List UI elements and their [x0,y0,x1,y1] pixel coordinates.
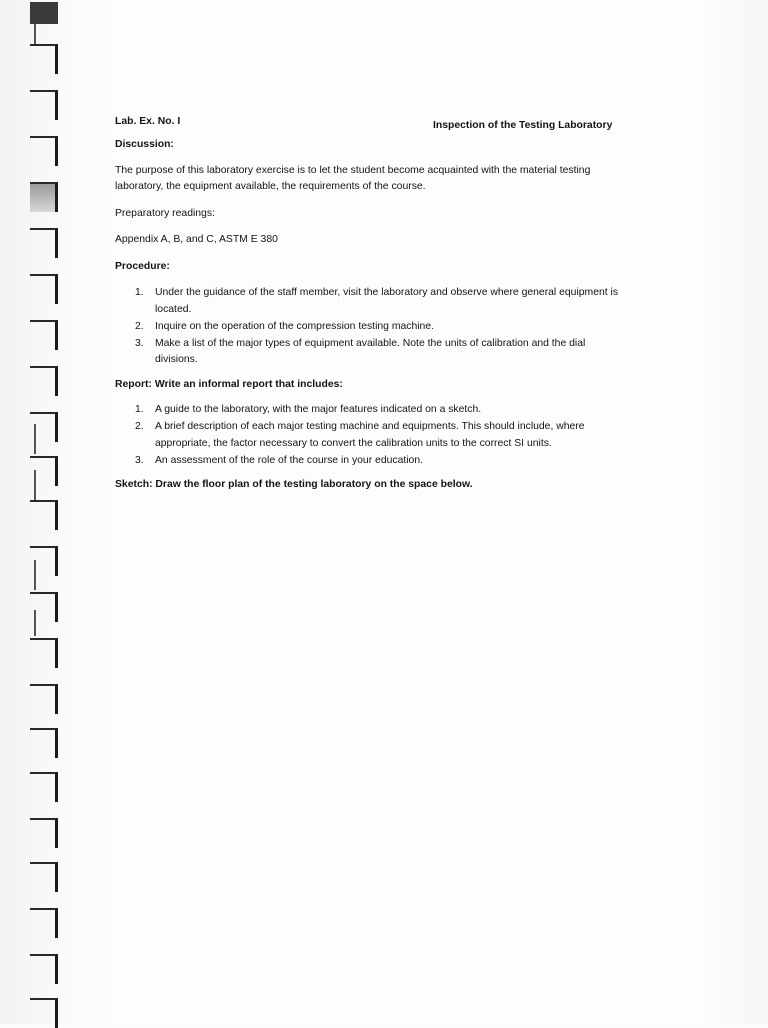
lab-number: Lab. Ex. No. I [115,116,181,127]
binding-ring [30,954,58,984]
list-item [135,453,625,470]
sketch-heading: Sketch: Draw the floor plan of the testing laboratory on the space below. [115,479,473,490]
list-item-number: 1. [135,287,144,298]
discussion-text: The purpose of this laboratory exercise is to let the student become acquainted with the material testing laboratory, the equipment available, the requirements of the course. [115,164,591,192]
lab-exercise-content [115,112,635,494]
binding-ring [30,862,58,892]
list-item-number: 3. [135,454,144,466]
list-item-number: 3. [135,337,144,349]
exercise-title: Inspection of the Testing Laboratory [433,120,613,131]
list-item-text: Under the guidance of the staff member, visit the laboratory and observe where general equipment is located. [155,287,619,315]
binding-ring [30,274,58,304]
spiral-binding [0,0,70,1024]
binding-ring [30,366,58,396]
list-item [135,402,625,419]
list-item-text: Make a list of the major types of equipment available. Note the units of calibration and the dial divisions. [155,337,586,365]
list-item [135,419,625,452]
list-item-number: 2. [135,320,144,332]
binding-ring [30,136,58,166]
document-header [115,112,635,130]
binding-ring [30,320,58,350]
list-item-text: Inquire on the operation of the compression testing machine. [155,320,434,332]
report-heading: Report: Write an informal report that includes: [115,378,343,390]
discussion-heading: Discussion: [115,139,174,150]
preparatory-heading: Preparatory readings: [115,207,215,219]
binding-edge-mark [34,610,36,636]
list-item-text: A brief description of each major testing machine and equipments. This should include, where appropriate, the factor necessary to convert the calibration units to the correct SI units. [155,421,585,449]
list-item-number: 1. [135,404,144,415]
binding-ring-top [30,2,58,24]
binding-edge-mark [34,470,36,500]
binding-ring [30,684,58,714]
report-list [135,402,625,469]
binding-ring [30,182,58,212]
binding-ring [30,818,58,848]
binding-edge-mark [34,424,36,454]
binding-ring [30,728,58,758]
procedure-list [135,285,625,369]
binding-ring [30,772,58,802]
binding-ring [30,228,58,258]
binding-edge-mark [34,24,36,44]
list-item [135,285,625,318]
binding-ring [30,44,58,74]
list-item-number: 2. [135,421,144,432]
procedure-heading: Procedure: [115,260,170,272]
binding-ring [30,90,58,120]
binding-ring [30,638,58,668]
binding-ring [30,908,58,938]
list-item-text: An assessment of the role of the course in your education. [155,454,424,466]
binding-edge-mark [34,560,36,590]
list-item-text: A guide to the laboratory, with the major features indicated on a sketch. [155,404,482,415]
preparatory-readings-text: Appendix A, B, and C, ASTM E 380 [115,234,278,245]
list-item [135,319,625,336]
binding-ring [30,500,58,530]
list-item [135,336,625,369]
